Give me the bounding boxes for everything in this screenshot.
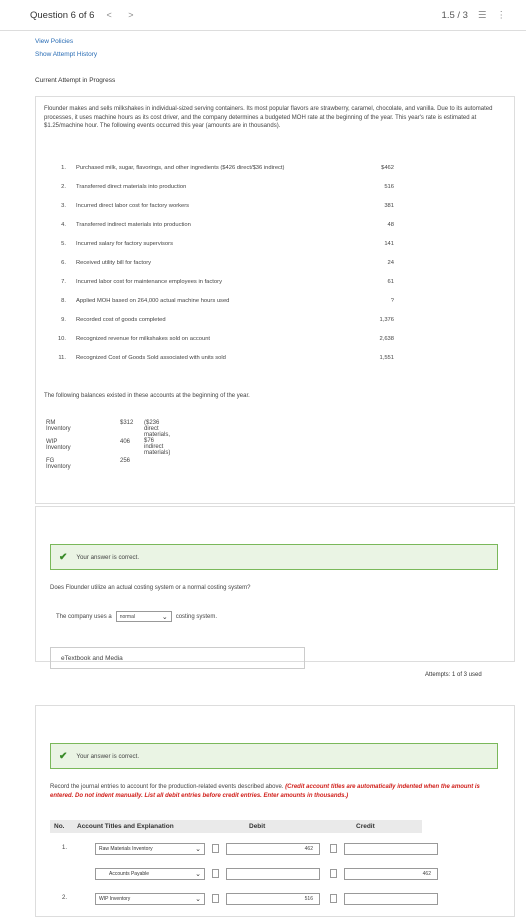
part-a-card xyxy=(35,506,515,662)
next-question-button[interactable]: > xyxy=(128,10,134,20)
part-a-prompt: Does Flounder utilize an actual costing system or a normal costing system? xyxy=(50,585,251,591)
event-row: 4. Transferred indirect materials into production 48 xyxy=(61,222,394,228)
account-select[interactable]: Raw Materials Inventory ⌄ xyxy=(95,843,205,855)
event-row: 6. Received utility bill for factory 24 xyxy=(61,260,394,266)
indent-checkbox[interactable] xyxy=(330,894,337,903)
account-select[interactable]: WIP Inventory ⌄ xyxy=(95,893,205,905)
chevron-down-icon: ⌄ xyxy=(195,846,201,853)
credit-input[interactable] xyxy=(344,843,438,855)
correct-banner: ✔ Your answer is correct. xyxy=(50,544,498,570)
journal-header: No. Account Titles and Explanation Debit Credit xyxy=(50,820,422,833)
attempts-counter: Attempts: 1 of 3 used xyxy=(425,672,482,678)
account-select[interactable]: Accounts Payable ⌄ xyxy=(95,868,205,880)
event-row: 1. Purchased milk, sugar, flavorings, and other ingredients ($426 direct/$36 indirect) $462 xyxy=(61,165,394,171)
debit-input[interactable] xyxy=(226,868,320,880)
debit-input[interactable]: 462 xyxy=(226,843,320,855)
indent-checkbox[interactable] xyxy=(330,844,337,853)
journal-instructions: Record the journal entries to account for the production-related events described above. (Credit account titles are automatically indented when the amount is entered. Do not indent manually. List all debit entries before credit entries. Enter amounts in thousands.) xyxy=(50,784,480,799)
event-row: 11. Recognized Cost of Goods Sold associated with units sold 1,551 xyxy=(58,355,394,361)
journal-row: 1. Raw Materials Inventory ⌄ 462 xyxy=(50,839,450,859)
attempt-history-link[interactable]: Show Attempt History xyxy=(35,51,98,58)
chevron-down-icon: ⌄ xyxy=(195,871,201,878)
etextbook-media-button[interactable]: eTextbook and Media xyxy=(50,647,305,669)
chevron-down-icon: ⌄ xyxy=(161,613,168,621)
event-row: 3. Incurred direct labor cost for factory workers 381 xyxy=(61,203,394,209)
indent-checkbox[interactable] xyxy=(330,869,337,878)
part-b-card xyxy=(35,705,515,917)
policy-links xyxy=(35,35,97,61)
prev-question-button[interactable]: < xyxy=(106,10,112,20)
list-icon[interactable]: ☰ xyxy=(477,9,487,21)
top-bar xyxy=(0,0,526,31)
chevron-down-icon: ⌄ xyxy=(195,896,201,903)
check-icon: ✔ xyxy=(59,551,68,563)
question-counter: Question 6 of 6 xyxy=(30,9,95,21)
correct-banner: ✔ Your answer is correct. xyxy=(50,743,498,769)
event-row: 8. Applied MOH based on 264,000 actual machine hours used ? xyxy=(61,298,394,304)
event-row: 5. Incurred salary for factory supervisors 141 xyxy=(61,241,394,247)
event-row: 7. Incurred labor cost for maintenance employees in factory 61 xyxy=(61,279,394,285)
current-attempt-label: Current Attempt in Progress xyxy=(35,77,116,84)
question-card: Flounder makes and sells milkshakes in individual-sized serving containers. Its most popular flavors are strawberry, caramel, chocolate, and vanilla. Due to its automated processes, it uses machine hours as its cost driver, and the company determines a budgeted MOH rate at the beginning of the year. This year's rate is estimated at $1.25/machine hour. The following events occurred this year (amounts are in thousands). 1. Purchased milk, sugar, flavorings, and other ingredients ($426 direct/$36 indirect) $462 2. Transferred direct materials into production 516 3. Incurred direct labor cost for factory workers 381 4. Transferred indirect materials into production 48 5. Incurred salary for factory supervisors 141 6. Received utility bill for factory 24 7. Incurred labor cost for maintenance employees in factory 61 8. Applied MOH based on 264,000 actual machine hours used ? 9. Recorded cost of goods completed 1,376 10. Recognized revenue for milkshakes sold on account 2,638 11. Recognized Cost of Goods Sold associated with units sold 1,551 The following balances existed in these accounts at the beginning of the year. RM Inventory $312 ($236 direct materials, $76 indirect materials) WIP Inventory 406 FG Inventory 256 xyxy=(35,96,515,504)
indent-checkbox[interactable] xyxy=(212,844,219,853)
costing-system-select[interactable]: normal ⌄ xyxy=(116,611,172,622)
journal-row xyxy=(50,864,450,884)
journal-row: 2. WIP Inventory ⌄ 516 xyxy=(50,889,450,909)
question-nav xyxy=(106,10,147,20)
event-row: 10. Recognized revenue for milkshakes sold on account 2,638 xyxy=(57,336,394,342)
debit-input[interactable]: 516 xyxy=(226,893,320,905)
view-policies-link[interactable]: View Policies xyxy=(35,38,74,45)
check-icon: ✔ xyxy=(59,750,68,762)
more-icon[interactable]: ⋮ xyxy=(496,9,506,21)
indent-checkbox[interactable] xyxy=(212,869,219,878)
balances-intro: The following balances existed in these accounts at the beginning of the year. xyxy=(44,393,250,399)
event-row: 9. Recorded cost of goods completed 1,376 xyxy=(61,317,394,323)
indent-checkbox[interactable] xyxy=(212,894,219,903)
credit-input[interactable]: 462 xyxy=(344,868,438,880)
score-display: 1.5 / 3 xyxy=(441,9,468,21)
question-text: Flounder makes and sells milkshakes in individual-sized serving containers. Its most popular flavors are strawberry, caramel, chocolate, and vanilla. Due to its automated processes, it uses machine hours as its cost driver, and the company determines a budgeted MOH rate at the beginning of the year. This year's rate is estimated at $1.25/machine hour. The following events occurred this year (amounts are in thousands). xyxy=(44,106,493,129)
topbar-right xyxy=(442,10,516,21)
event-row: 2. Transferred direct materials into production 516 xyxy=(61,184,394,190)
part-a-answer: The company uses a normal ⌄ costing system. xyxy=(56,611,217,622)
credit-input[interactable] xyxy=(344,893,438,905)
